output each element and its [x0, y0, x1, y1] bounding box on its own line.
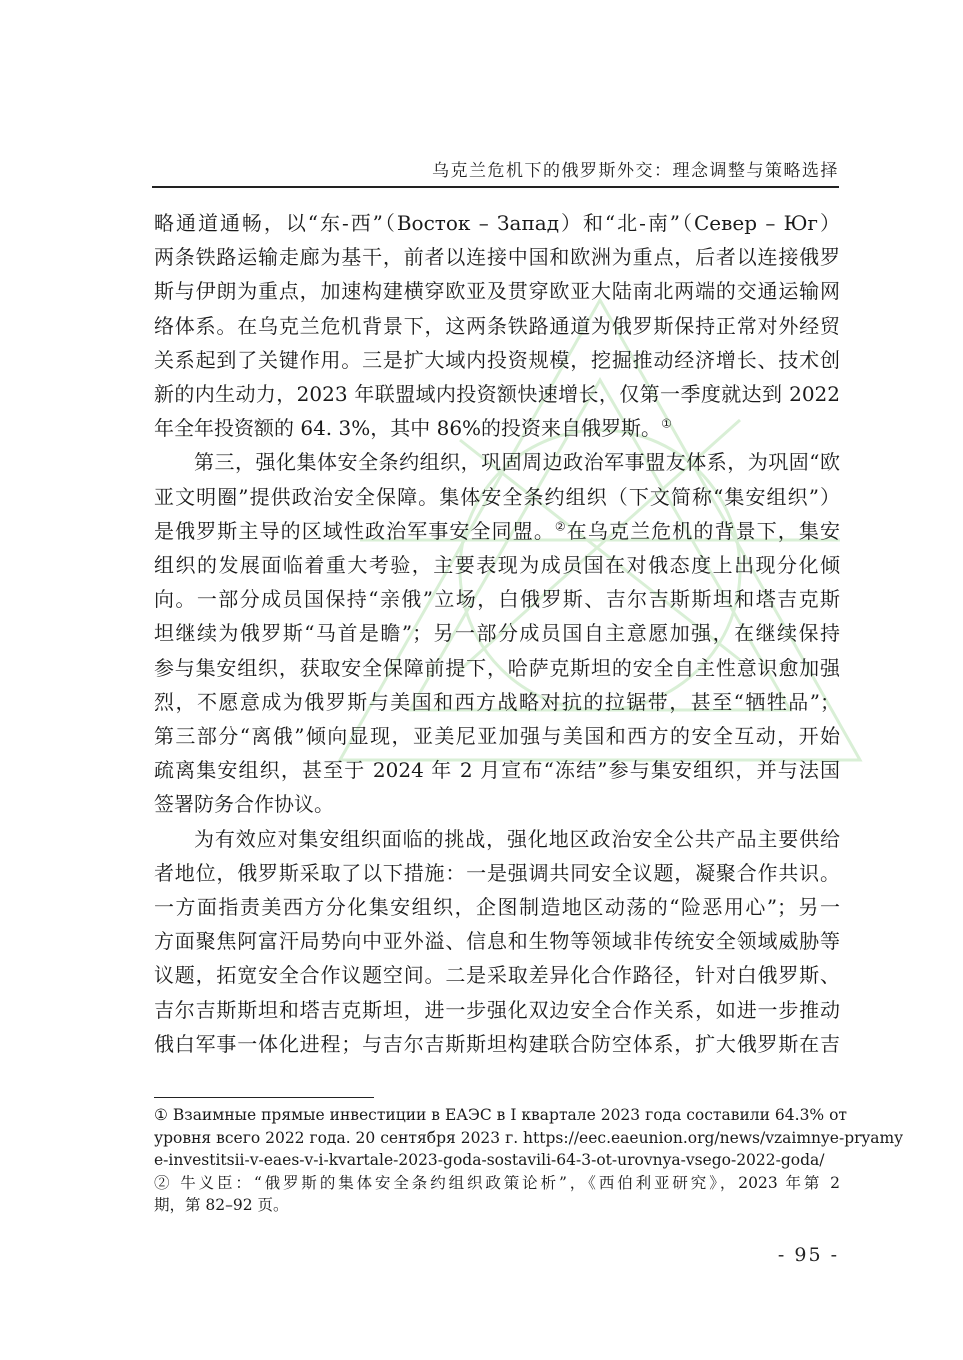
text-line: 两条铁路运输走廊为基干，前者以连接中国和欧洲为重点，后者以连接俄罗 [154, 245, 840, 270]
footnote-text: 牛义臣：“俄罗斯的集体安全条约组织政策论析”，《西伯利亚研究》，2023 年第 2 [180, 1173, 840, 1192]
footnote-line [154, 1172, 840, 1195]
footnote-marker: ① [154, 1106, 168, 1124]
footnote-line: 期，第 82–92 页。 [154, 1196, 289, 1214]
footnote-link[interactable]: e-investitsii-v-eaes-v-i-kvartale-2023-goda-sostavili-64-3-ot-urovnya-vsego-2022-goda/ [154, 1151, 825, 1169]
footnote-2 [154, 1172, 840, 1217]
text-line [154, 411, 840, 445]
text-line: 第三，强化集体安全条约组织，巩固周边政治军事盟友体系，为巩固“欧 [194, 450, 840, 475]
text-line: 新的内生动力，2023 年联盟域内投资额快速增长，仅第一季度就达到 2022 [154, 382, 840, 407]
text-line [154, 514, 840, 548]
page-number: - 95 - [777, 1244, 839, 1266]
text-line: 参与集安组织，获取安全保障前提下，哈萨克斯坦的安全自主性意识愈加强 [154, 655, 840, 680]
footnote-divider [154, 1097, 374, 1098]
text-line: 斯与伊朗为重点，加速构建横穿欧亚及贯穿欧亚大陆南北两端的交通运输网 [154, 279, 840, 304]
footnote-1 [154, 1104, 903, 1172]
text-line: 坦继续为俄罗斯“马首是瞻”；另一部分成员国自主意愿加强，在继续保持 [154, 621, 840, 646]
text-line: 烈，不愿意成为俄罗斯与美国和西方战略对抗的拉锯带，甚至“牺牲品”； [154, 689, 840, 714]
running-header [152, 158, 839, 188]
text-line: 俄白军事一体化进程；与吉尔吉斯斯坦构建联合防空体系，扩大俄罗斯在吉 [154, 1031, 840, 1056]
text-line-content: 在乌克兰危机的背景下，集安 [566, 518, 840, 543]
footnote-marker: ② [154, 1173, 173, 1192]
text-line: 向。一部分成员国保持“亲俄”立场，白俄罗斯、吉尔吉斯斯坦和塔吉克斯 [154, 587, 840, 612]
text-line: 疏离集安组织，甚至于 2024 年 2 月宣布“冻结”参与集安组织，并与法国 [154, 758, 840, 783]
running-title: 乌克兰危机下的俄罗斯外交：理念调整与策略选择 [432, 161, 839, 181]
text-line: 方面聚焦阿富汗局势向中亚外溢、信息和生物等领域非传统安全领域威胁等 [154, 929, 840, 954]
footnotes [154, 1104, 903, 1217]
text-line-content: 年全年投资额的 64. 3%，其中 86%的投资来自俄罗斯。 [154, 416, 662, 441]
body-text [154, 206, 840, 1061]
text-line: 一方面指责美西方分化集安组织，企图制造地区动荡的“险恶用心”；另一 [154, 895, 840, 920]
text-line: 略通道通畅，以“东-西”（Восток – Запад）和“北-南”（Север – Юг） [154, 211, 840, 235]
text-line: 议题，拓宽安全合作议题空间。二是采取差异化合作路径，针对白俄罗斯、 [154, 963, 840, 988]
footnote-line: уровня всего 2022 года. 20 сентября 2023 г. https://eec.eaeunion.org/news/vzaimnye-pryamy [154, 1128, 903, 1147]
text-line: 亚文明圈”提供政治安全保障。集体安全条约组织（下文简称“集安组织”） [154, 484, 840, 509]
footnote-ref-1[interactable]: ① [661, 416, 672, 431]
footnote-text: Взаимные прямые инвестиции в ЕАЭС в I квартале 2023 года составили 64.3% от [172, 1106, 847, 1124]
paragraph-1 [154, 206, 840, 445]
text-line: 组织的发展面临着重大考验，主要表现为成员国在对俄态度上出现分化倾 [154, 553, 840, 578]
text-line: 关系起到了关键作用。三是扩大域内投资规模，挖掘推动经济增长、技术创 [154, 347, 840, 372]
text-line: 第三部分“离俄”倾向显现，亚美尼亚加强与美国和西方的安全互动，开始 [154, 724, 840, 749]
paragraph-3 [154, 822, 840, 1061]
text-line-content: 是俄罗斯主导的区域性政治军事安全同盟。 [154, 518, 555, 543]
text-line: 吉尔吉斯斯坦和塔吉克斯坦，进一步强化双边安全合作关系，如进一步推动 [154, 997, 840, 1022]
text-line: 为有效应对集安组织面临的挑战，强化地区政治安全公共产品主要供给 [194, 826, 840, 851]
text-line: 络体系。在乌克兰危机背景下，这两条铁路通道为俄罗斯保持正常对外经贸 [154, 313, 840, 338]
footnote-line [154, 1104, 847, 1127]
text-line: 者地位，俄罗斯采取了以下措施：一是强调共同安全议题，凝聚合作共识。 [154, 860, 840, 885]
paragraph-2 [154, 445, 840, 821]
footnote-ref-2[interactable]: ② [554, 519, 567, 534]
text-line: 签署防务合作协议。 [154, 792, 334, 817]
